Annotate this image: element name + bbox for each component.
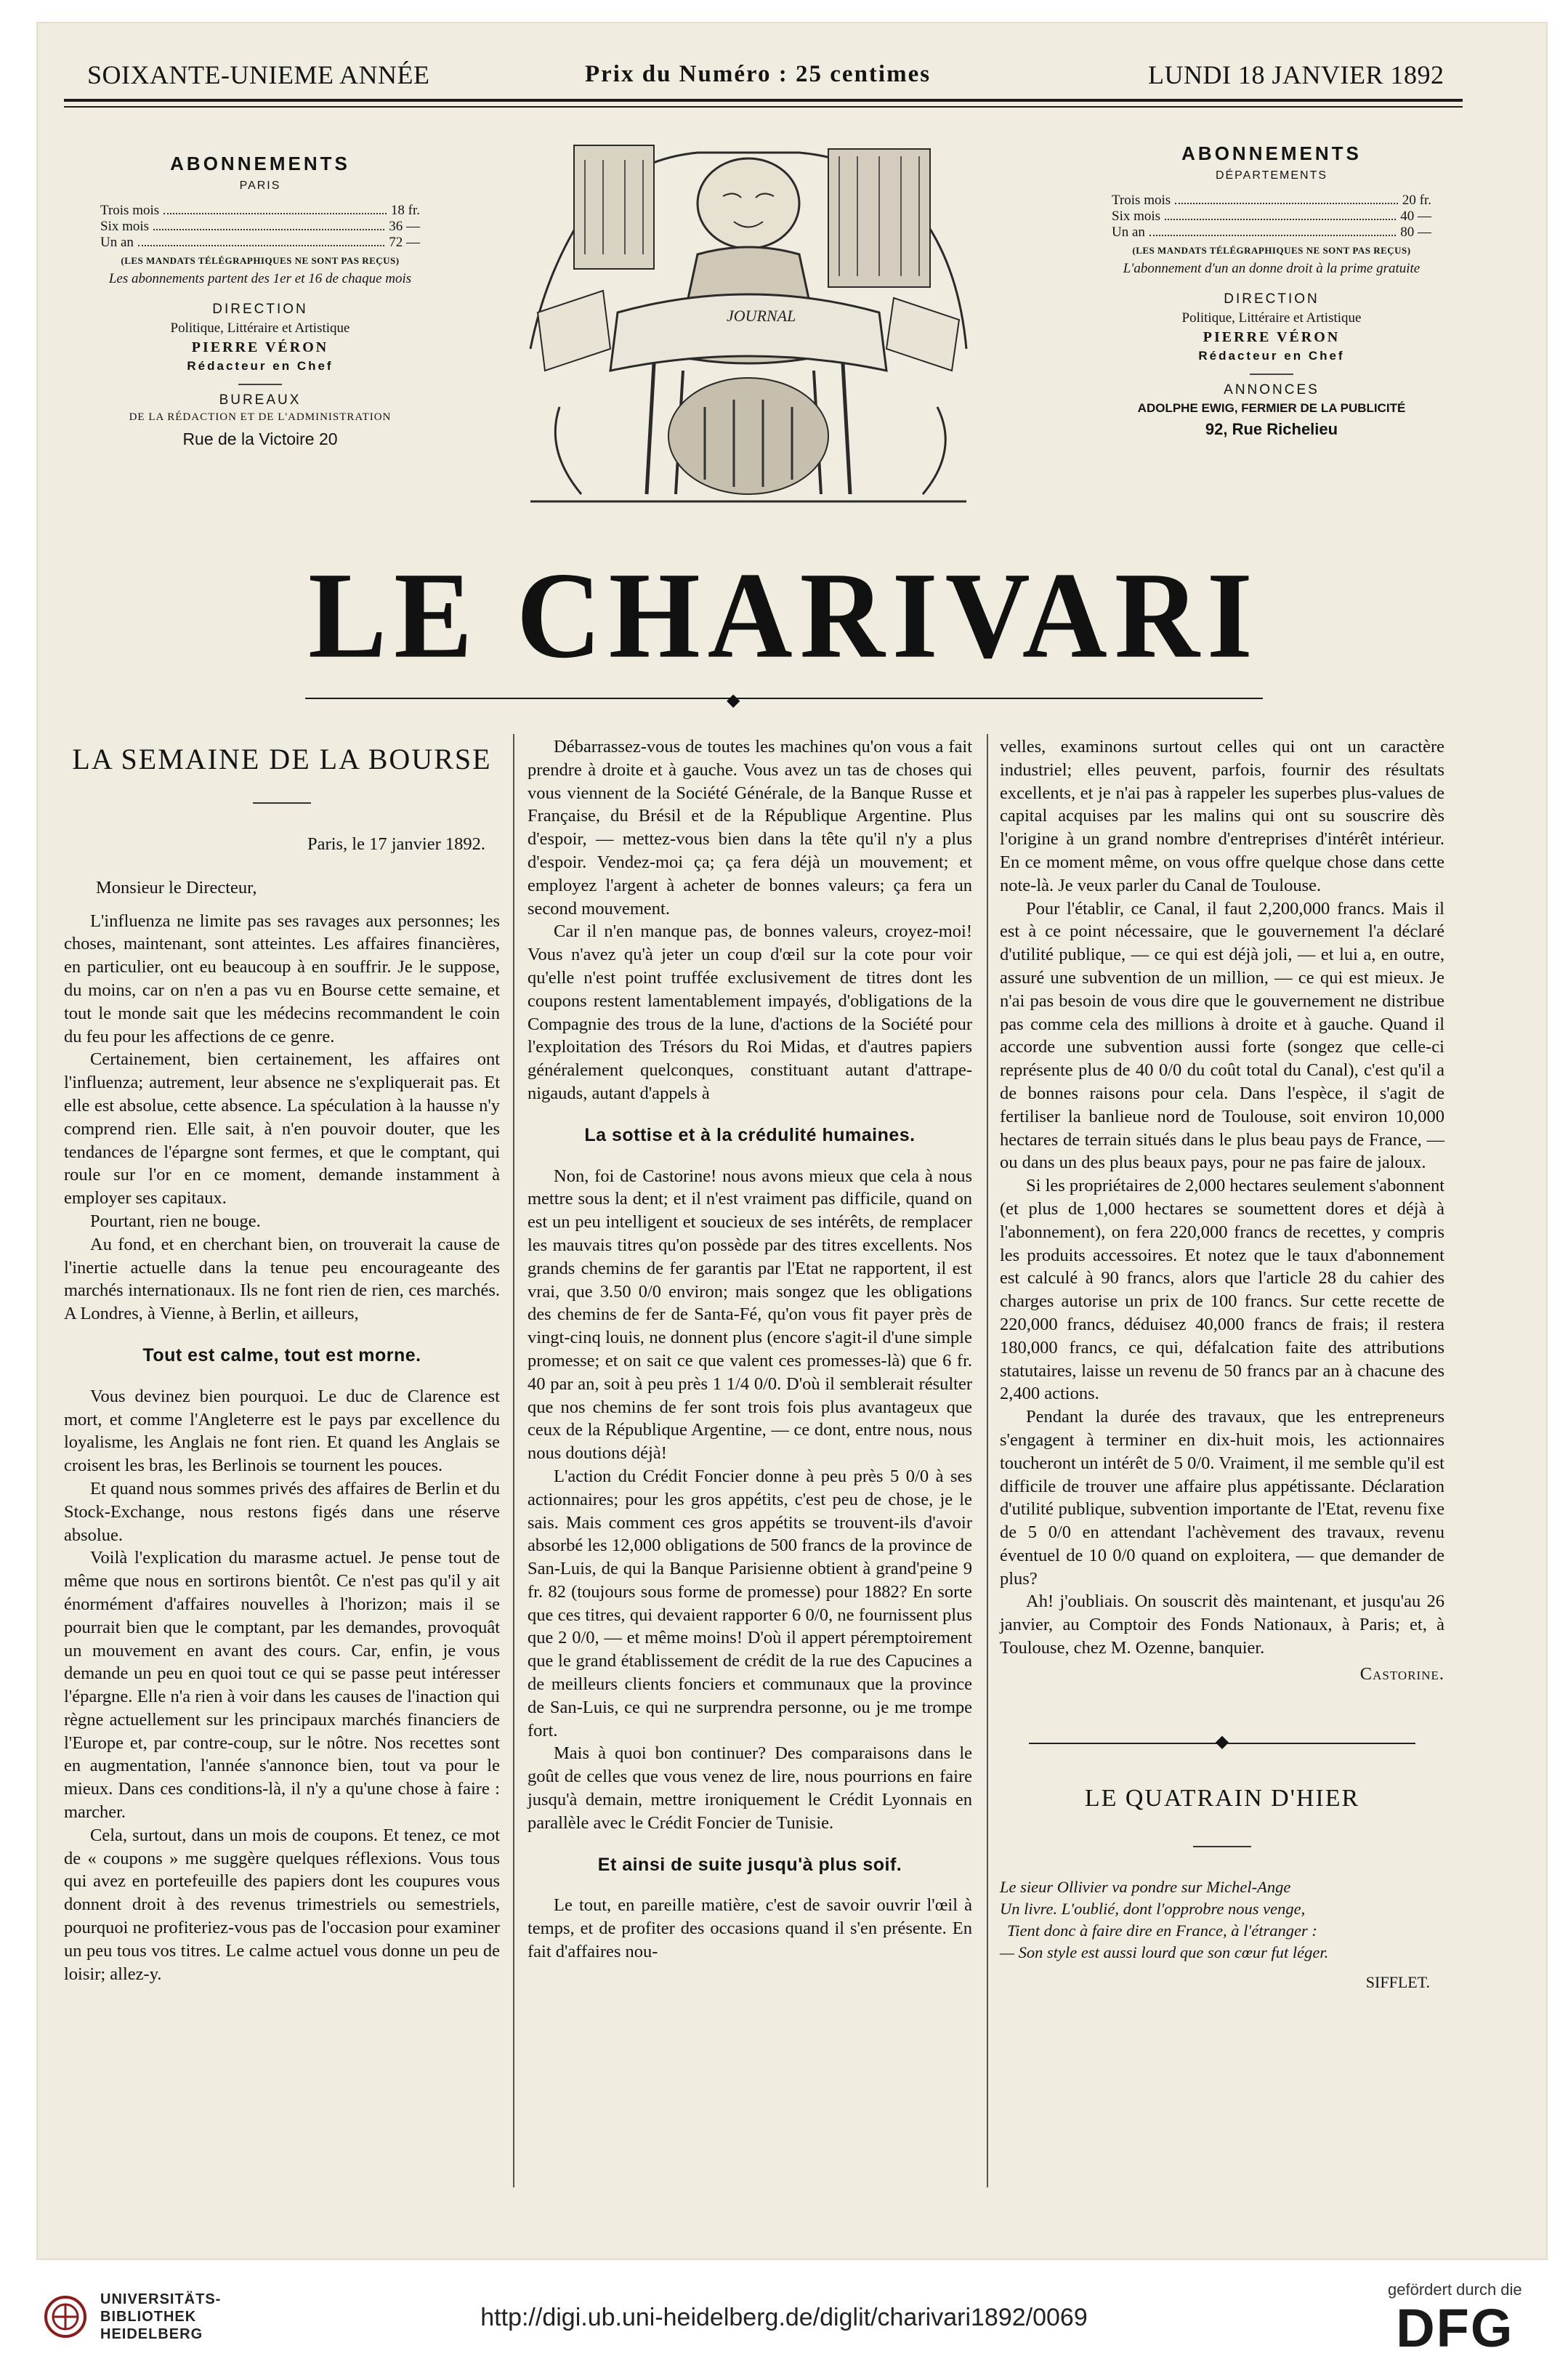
- quatrain-signature: SIFFLET.: [1365, 1972, 1430, 1991]
- telegraph-note: (LES MANDATS TÉLÉGRAPHIQUES NE SONT PAS REÇUS): [1132, 245, 1411, 256]
- article-title: LA SEMAINE DE LA BOURSE: [72, 743, 492, 775]
- issue-price: Prix du Numéro : 25 centimes: [585, 61, 931, 87]
- subheading: Et ainsi de suite jusqu'à plus soif.: [597, 1854, 902, 1875]
- dfg-wordmark: DFG: [1396, 2298, 1514, 2358]
- article-column-2: [528, 735, 972, 1964]
- subscriptions-departements: [1068, 142, 1475, 439]
- director-name: PIERRE VÉRON: [1203, 329, 1341, 345]
- poem-line: Un livre. L'oublié, dont l'opprobre nous venge,: [1000, 1899, 1306, 1918]
- separator: [238, 384, 282, 385]
- diamond-ornament-icon: ◆: [727, 691, 740, 710]
- annonces-title: ANNONCES: [1224, 382, 1320, 398]
- rates-list: [1112, 193, 1431, 241]
- paragraph: Pendant la durée des travaux, que les entrepreneurs s'engagent à terminer en dix-huit mois, les actionnaires toucheront un intérêt de 5 0/0. Vraiment, il me semble qu'il est difficile de trouver une affaire plus appétissante. Déclaration d'utilité publique, subvention importante de l'Etat, revenu fixe de 5 0/0 en attendant l'achèvement des travaux, revenu éventuel de 10 0/0 quand on exploitera, — que demander de plus?: [1000, 1407, 1444, 1589]
- section-divider: [1000, 1722, 1444, 1766]
- paragraph: Car il n'en manque pas, de bonnes valeurs, croyez-moi! Vous n'avez qu'à jeter un coup d'œil sur la cote pour voir qu'elle n'est point truffée exclusivement de titres dont les coupons restent lamentablement impayés, d'obligations de la Compagnie des trous de la lune, d'actions de la Société pour l'exploitation des Trésors du Roi Midas, et d'autres papiers généralement quelconques, constituant autant d'attrape-nigauds, autant d'appels à: [528, 921, 972, 1103]
- paragraph: Cela, surtout, dans un mois de coupons. Et tenez, ce mot de « coupons » me suggère quelques réflexions. Vous tous qui avez en portefeuille des papiers dont les coupures vous donnent droit à des revenus trimestriels ou semestriels, pourquoi ne profiteriez-vous pas de l'occasion pour examiner un peu tous vos titres. Le calme actuel vous donne un peu de loisir; allez-y.: [64, 1825, 500, 1984]
- rate-label: Six mois: [100, 219, 150, 234]
- paragraph: Si les propriétaires de 2,000 hectares seulement s'abonnent (et plus de 1,000 hectares se soumettent dores et déjà à l'abonnement), on fera 220,000 francs de recettes, y compris les produits accessoires. Et notez que le taux d'abonnement est calculé à 90 francs, alors que l'article 28 du cahier des charges autorise un prix de 100 francs. Sur cette recette de 220,000 francs, déduisez 40,000 francs de frais; il restera 180,000 francs, ce qui, défalcation faite des attributions statutaires, laisse un revenu de 50 francs par an à chacune des 2,400 actions.: [1000, 1176, 1444, 1404]
- quatrain-title: LE QUATRAIN D'HIER: [1084, 1784, 1360, 1812]
- rate-row: [100, 219, 420, 235]
- rate-value: 18 fr.: [390, 203, 420, 218]
- diamond-ornament-icon: ◆: [1215, 1732, 1229, 1751]
- rate-label: Trois mois: [100, 203, 160, 218]
- subscriptions-title: ABONNEMENTS: [1181, 142, 1362, 164]
- article-column-3: [1000, 735, 1444, 1993]
- subscriptions-subtitle: PARIS: [239, 179, 281, 192]
- rates-list: [100, 203, 420, 251]
- article-salutation: Monsieur le Directeur,: [96, 877, 257, 897]
- direction-title: DIRECTION: [212, 302, 308, 317]
- issue-date: LUNDI 18 JANVIER 1892: [1148, 60, 1444, 89]
- bureaux-address: Rue de la Victoire 20: [182, 429, 338, 448]
- masthead-rule: [305, 698, 1263, 699]
- digitization-footer: [0, 2260, 1568, 2380]
- rate-row: [1112, 225, 1431, 241]
- funding-text: gefördert durch die: [1388, 2280, 1522, 2299]
- paragraph: L'influenza ne limite pas ses ravages aux personnes; les choses, maintenant, sont atteintes. Les affaires financières, en particulier, ont eu beaucoup à en souffrir. Je le suppose, du moins, car on n'en a pas vu en Bourse cette semaine, et tout le monde sait que les médecins recommandent le coin du feu pour les affections de ce genre.: [64, 911, 500, 1046]
- director-role: Rédacteur en Chef: [1198, 349, 1345, 363]
- paragraph: Au fond, et en cherchant bien, on trouverait la cause de l'inertie actuelle dans la tenue peu encourageante des marchés internationaux. Ils ne font rien de rien, ces marchés. A Londres, à Vienne, à Berlin, et ailleurs,: [64, 1234, 500, 1324]
- paragraph: Vous devinez bien pourquoi. Le duc de Clarence est mort, et comme l'Angleterre est le pays par excellence du loyalisme, les Anglais ne font rien. Et quand les Anglais se croisent les bras, les Berlinois se tournent les pouces.: [64, 1386, 500, 1476]
- bureaux-title: BUREAUX: [219, 392, 302, 408]
- header-rule-thin: [64, 106, 1463, 108]
- rate-value: 36 —: [389, 219, 420, 234]
- paragraph: velles, examinons surtout celles qui ont un caractère industriel; elles peuvent, parfois, fournir des résultats excellents, et je n'ai pas à rappeler les superbes plus-values de capital acquises par les malins qui ont su souscrire dès l'origine à un grand nombre d'entreprises d'intérêt intérieur. En ce moment même, on vous offre quelque chose dans cette note-là. Je veux parler du Canal de Toulouse.: [1000, 737, 1444, 895]
- paragraph: L'action du Crédit Foncier donne à peu près 5 0/0 à ses actionnaires; pour les gros appétits, c'est peu de chose, je le sais. Mais comment ces gros appétits se trouvent-ils d'avoir absorbé les 12,000 obligations de 500 francs de la province de San-Luis, de qui la Banque Parisienne obtient à grand'peine 9 fr. 82 (toujours sous forme de promesse) pour 1882? En sorte que ces titres, qui devaient rapporter 6 0/0, ne fournissent plus que 2 0/0, — et même moins! D'où il appert péremptoirement que le grand établissement de crédit de la rue des Capucines a de meilleurs clients fonciers et communaux que la province de San-Luis, ce qui ne surprendra personne, ou je me trompe fort.: [528, 1466, 972, 1740]
- paragraph: Et quand nous sommes privés des affaires de Berlin et du Stock-Exchange, nous restons figés dans une réserve absolue.: [64, 1478, 500, 1545]
- rate-row: [100, 203, 420, 219]
- paragraph: Débarrassez-vous de toutes les machines qu'on vous a fait prendre à droite et à gauche. Vous avez un tas de choses qui vous viennent de la Société Générale, de la Banque Russe et Française, du Brésil et de la République Argentine. Plus d'espoir, — mettez-vous bien dans la tête qu'il n'y a plus d'espoir. Vendez-moi ça; ça fera déjà un mouvement; et employez l'argent à acheter de bonnes valeurs; ça fera un second mouvement.: [528, 737, 972, 919]
- bureaux-subtitle: DE LA RÉDACTION ET DE L'ADMINISTRATION: [129, 411, 392, 423]
- rate-label: Six mois: [1112, 209, 1161, 224]
- poem-line: — Son style est aussi lourd que son cœur fut léger.: [1000, 1943, 1329, 1961]
- annonces-address: 92, Rue Richelieu: [1205, 420, 1338, 438]
- rate-value: 20 fr.: [1402, 193, 1431, 208]
- poem-line: Le sieur Ollivier va pondre sur Michel-Ange: [1000, 1877, 1291, 1896]
- subscriptions-paris: [64, 153, 456, 449]
- direction-title: DIRECTION: [1224, 291, 1320, 307]
- subheading: La sottise et à la crédulité humaines.: [584, 1124, 916, 1145]
- paragraph: Pourtant, rien ne bouge.: [90, 1211, 261, 1231]
- column-rule: [987, 734, 988, 2187]
- annonces-name: ADOLPHE EWIG, FERMIER DE LA PUBLICITÉ: [1137, 401, 1406, 415]
- rate-row: [100, 235, 420, 251]
- paragraph: Non, foi de Castorine! nous avons mieux que cela à nous mettre sous la dent; et il n'est vraiment pas difficile, quand on est un peu intelligent et soucieux de ses intérêts, de remplacer les mauvais titres qu'on possède par des titres excellents. Nos grands chemins de fer garantis par l'Etat ne rapportent, il est vrai, que 3.50 0/0 environ; mais songez que les obligations des chemins de fer de Santa-Fé, qu'on vous fit payer près de vingt-cinq louis, ne donnent plus (encore s'agit-il d'une simple promesse; et on sait ce que valent ces promesses-là) que 6 fr. 40 par an, soit à peu près 1 1/4 0/0. D'où il semblerait résulter que nos chemins de fer sont trois fois plus avantageux que ceux de la République Argentine, — ce dont, entre nous, nous nous doutions déjà!: [528, 1166, 972, 1464]
- column-rule: [513, 734, 514, 2187]
- director-role: Rédacteur en Chef: [187, 359, 334, 373]
- rate-row: [1112, 209, 1431, 225]
- masthead-illustration: [516, 131, 981, 516]
- subscriptions-subtitle: DÉPARTEMENTS: [1215, 169, 1328, 182]
- article-column-1: [64, 741, 500, 1985]
- subscriptions-title: ABONNEMENTS: [170, 153, 350, 174]
- rate-label: Trois mois: [1112, 193, 1171, 208]
- rate-value: 40 —: [1400, 209, 1431, 224]
- rate-row: [1112, 193, 1431, 209]
- paragraph: Mais à quoi bon continuer? Des comparaisons dans le goût de celles que vous venez de lire, nous pourrions en faire jusqu'à demain, mettre ironiquement le Crédit Lyonnais en parallèle avec le Crédit Foncier de Tunisie.: [528, 1743, 972, 1833]
- banner-text: JOURNAL: [727, 307, 796, 325]
- article-signature: Castorine.: [1359, 1663, 1444, 1684]
- paragraph: Ah! j'oubliais. On souscrit dès maintenant, et jusqu'au 26 janvier, au Comptoir des Fonds Nationaux, à Paris; et, à Toulouse, chez M. Ozenne, banquier.: [1000, 1592, 1444, 1658]
- paragraph: Certainement, bien certainement, les affaires ont l'influenza; autrement, leur absence ne s'expliquerait pas. Et elle est absolue, cette absence. La spéculation à la hausse n'y comprend rien. Elle sait, à n'en pouvoir douter, que les tendances de l'épargne sont fermes, et que le comptant, qui roule sur l'or en ce moment, demande instamment à employer ses capitaux.: [64, 1049, 500, 1209]
- subscription-start-note: Les abonnements partent des 1er et 16 de chaque mois: [108, 271, 412, 286]
- paragraph: Voilà l'explication du marasme actuel. Je pense tout de même que nous en sortirons bientôt. Ce n'est pas qu'il y ait énormément d'affaires nouvelles à l'horizon; mais il se pourrait bien que le comptant, par les demandes, provoquât un mouvement en avant des cours. Car, enfin, je vous demande un peu en quoi tout ce qui se passe peut intéresser l'épargne. Elle n'a rien à voir dans les causes de l'inaction qui règne actuellement sur les principaux marchés financiers de l'Europe et, par contre-coup, sur le nôtre. Nos recettes sont en augmentation, l'année s'annonce bien, tout va pour le mieux. Dans ces conditions-là, il n'y a qu'une chose à faire : marcher.: [64, 1548, 500, 1823]
- paragraph: Pour l'établir, ce Canal, il faut 2,200,000 francs. Mais il est à ce point nécessaire, que le gouvernement l'a déclaré d'utilité publique, — ce qui est déjà joli, — et lui a, en outre, assuré une subvention de un million, — ce qui est mieux. Je n'ai pas besoin de vous dire que le gouvernement ne distribue pas comme cela des millions à droite et à gauche. Quand il accorde une subvention aussi forte (songez que celle-ci représente plus de 40 0/0 du coût total du Canal), c'est qu'il a de bonnes raisons pour cela. Dans l'espèce, il s'agit de fertiliser la banlieue nord de Toulouse, soit environ 10,000 hectares de terrain situés dans le plus beau pays de France, — ou dans un des plus beaux pays, pour ne pas faire de jaloux.: [1000, 898, 1444, 1173]
- rate-label: Un an: [100, 235, 134, 250]
- masthead-title: LE CHARIVARI: [308, 547, 1260, 685]
- separator: [1193, 1846, 1251, 1847]
- separator: [1250, 374, 1293, 375]
- director-name: PIERRE VÉRON: [191, 339, 329, 355]
- dfg-logo: [1388, 2280, 1522, 2357]
- quatrain-poem: [1000, 1876, 1444, 1964]
- paragraph: Le tout, en pareille matière, c'est de savoir ouvrir l'œil à temps, et de profiter des occasions quand il s'en présente. En fait d'affaires nou-: [528, 1895, 972, 1962]
- library-name: UNIVERSITÄTS- BIBLIOTHEK HEIDELBERG: [100, 2291, 222, 2342]
- direction-subtitle: Politique, Littéraire et Artistique: [170, 320, 350, 336]
- caricature-engraving-image: [516, 131, 981, 516]
- source-url-link[interactable]: http://digi.ub.uni-heidelberg.de/diglit/charivari1892/0069: [480, 2304, 1088, 2331]
- direction-subtitle: Politique, Littéraire et Artistique: [1181, 310, 1362, 326]
- rate-value: 80 —: [1400, 225, 1431, 240]
- rate-value: 72 —: [389, 235, 420, 250]
- subscription-prime-note: L'abonnement d'un an donne droit à la prime gratuite: [1123, 261, 1421, 276]
- article-dateline: Paris, le 17 janvier 1892.: [307, 834, 485, 854]
- telegraph-note: (LES MANDATS TÉLÉGRAPHIQUES NE SONT PAS REÇUS): [121, 255, 400, 266]
- header-rule-thick: [64, 99, 1463, 102]
- separator: [253, 802, 311, 804]
- subheading: Tout est calme, tout est morne.: [142, 1344, 421, 1366]
- rate-label: Un an: [1112, 225, 1145, 240]
- issue-year: SOIXANTE-UNIEME ANNÉE: [87, 60, 430, 89]
- poem-line: Tient donc à faire dire en France, à l'étranger :: [1007, 1921, 1317, 1940]
